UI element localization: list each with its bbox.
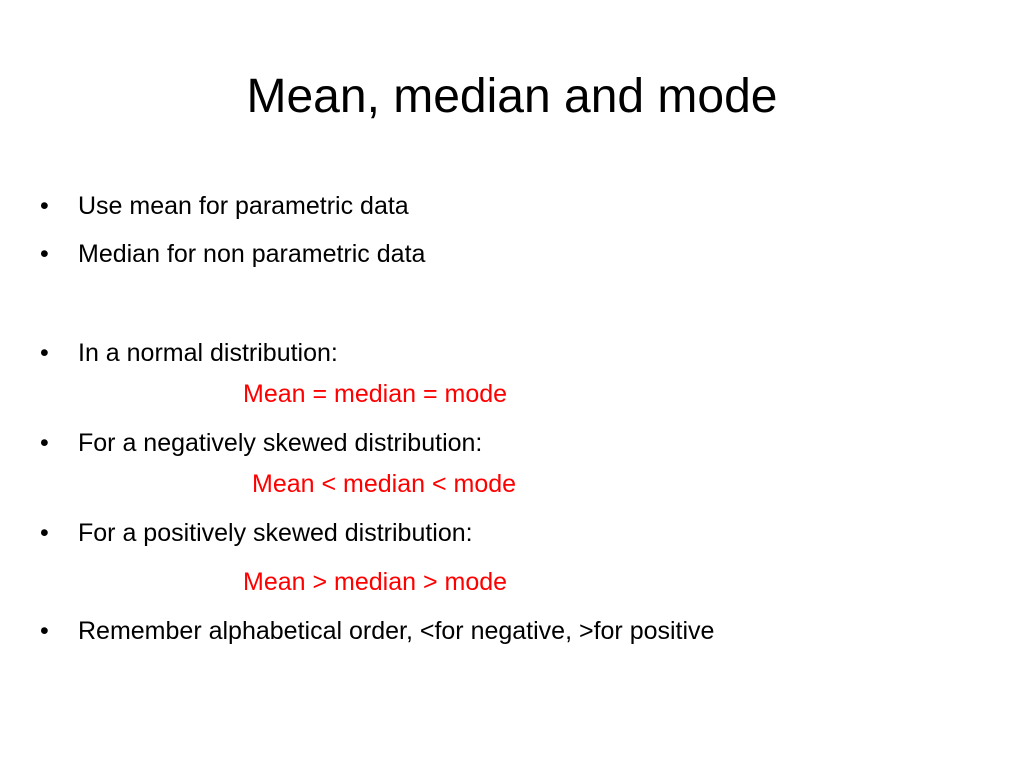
slide-title: Mean, median and mode [246,70,778,123]
bullet-dot: • [40,240,49,268]
bullet-text: For a negatively skewed distribution: [78,429,483,457]
bullet-text: Remember alphabetical order, <for negative, >for positive [78,617,715,645]
bullet-dot: • [40,429,49,457]
formula-positive: Mean > median > mode [243,568,508,596]
bullet-text: In a normal distribution: [78,339,338,367]
formula-negative: Mean < median < mode [252,470,517,498]
bullet-dot: • [40,192,49,220]
bullet-dot: • [40,519,49,547]
bullet-text: For a positively skewed distribution: [78,519,473,547]
bullet-dot: • [40,617,49,645]
bullet-text: Use mean for parametric data [78,192,409,220]
formula-normal: Mean = median = mode [243,380,508,408]
bullet-text: Median for non parametric data [78,240,426,268]
bullet-dot: • [40,339,49,367]
